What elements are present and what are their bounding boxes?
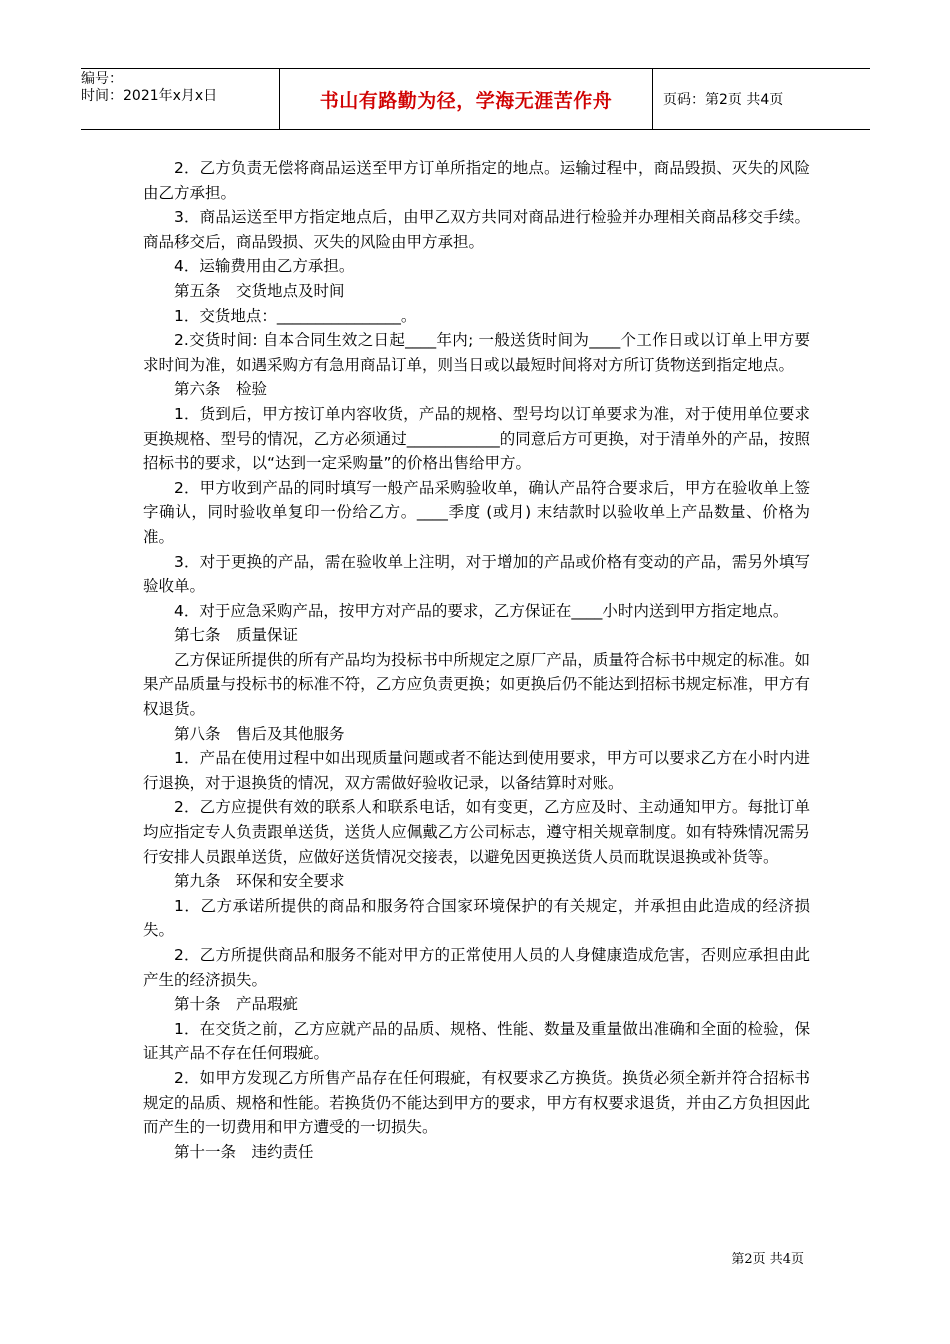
- paragraph: 2.交货时间: 自本合同生效之日起____年内; 一般送货时间为____个工作日或以订单上甲方要求时间为准，如遇采购方有急用商品订单，则当日或以最短时间将对方所订货物送到指定地点。: [143, 331, 810, 374]
- paragraph: 乙方保证所提供的所有产品均为投标书中所规定之原厂产品，质量符合标书中规定的标准。如果产品质量与投标书的标准不符，乙方应负责更换；如更换后仍不能达到招标书规定标准，甲方有权退货。: [143, 650, 810, 719]
- section-heading: 第九条 环保和安全要求: [174, 872, 345, 891]
- paragraph: 4．对于应急采购产品，按甲方对产品的要求，乙方保证在____小时内送到甲方指定地点。: [174, 601, 789, 620]
- paragraph: 1．货到后，甲方按订单内容收货，产品的规格、型号均以订单要求为准，对于使用单位要求更换规格、型号的情况，乙方必须通过____________的同意后方可更换，对于清单外的产品，按照招标书的要求，以“达到一定采购量”的价格出售给甲方。: [143, 404, 810, 473]
- section-heading: 第十条 产品瑕疵: [174, 995, 299, 1014]
- section-heading: 第五条 交货地点及时间: [174, 281, 345, 300]
- page-header: [81, 68, 870, 130]
- paragraph: 2．如甲方发现乙方所售产品存在任何瑕疵，有权要求乙方换货。换货必须全新并符合招标书规定的品质、规格和性能。若换货仍不能达到甲方的要求，甲方有权要求退货，并由乙方负担因此而产生的一切费用和甲方遭受的一切损失。: [143, 1068, 810, 1137]
- paragraph: 1．产品在使用过程中如出现质量问题或者不能达到使用要求，甲方可以要求乙方在小时内进行退换，对于退换货的情况，双方需做好验收记录，以备结算时对账。: [143, 749, 810, 792]
- paragraph: 1．在交货之前，乙方应就产品的品质、规格、性能、数量及重量做出准确和全面的检验，保证其产品不存在任何瑕疵。: [143, 1019, 810, 1063]
- paragraph: 3．商品运送至甲方指定地点后，由甲乙双方共同对商品进行检验并办理相关商品移交手续。商品移交后，商品毁损、灭失的风险由甲方承担。: [143, 208, 810, 251]
- document-body: [143, 156, 810, 1164]
- section-heading: 第八条 售后及其他服务: [174, 724, 345, 743]
- document-date: 时间：2021年x月x日: [81, 88, 218, 104]
- paragraph: 2．乙方所提供商品和服务不能对甲方的正常使用人员的人身健康造成危害，否则应承担由此产生的经济损失。: [143, 946, 810, 989]
- paragraph: 2．乙方应提供有效的联系人和联系电话，如有变更，乙方应及时、主动通知甲方。每批订单均应指定专人负责跟单送货，送货人应佩戴乙方公司标志，遵守相关规章制度。如有特殊情况需另行安排人员跟单送货，应做好送货情况交接表，以避免因更换送货人员而耽误退换或补货等。: [143, 798, 810, 866]
- paragraph: 4．运输费用由乙方承担。: [174, 257, 355, 276]
- page-footer: 第2页 共4页: [731, 1252, 804, 1267]
- paragraph: 2．乙方负责无偿将商品运送至甲方订单所指定的地点。运输过程中，商品毁损、灭失的风险由乙方承担。: [143, 159, 810, 202]
- section-heading: 第七条 质量保证: [174, 626, 299, 645]
- section-heading: 第十一条 违约责任: [174, 1142, 314, 1161]
- document-number: 编号：: [81, 71, 123, 87]
- paragraph: 1．乙方承诺所提供的商品和服务符合国家环境保护的有关规定，并承担由此造成的经济损失。: [143, 896, 810, 940]
- header-motto: 书山有路勤为径，学海无涯苦作舟: [280, 69, 653, 129]
- paragraph: 1．交货地点：________________。: [174, 306, 417, 325]
- paragraph: 2．甲方收到产品的同时填写一般产品采购验收单，确认产品符合要求后，甲方在验收单上签字确认，同时验收单复印一份给乙方。____季度 (或月) 末结款时以验收单上产品数量、价格为准。: [143, 478, 810, 546]
- section-heading: 第六条 检验: [174, 380, 268, 399]
- paragraph: 3．对于更换的产品，需在验收单上注明，对于增加的产品或价格有变动的产品，需另外填写验收单。: [143, 552, 810, 596]
- header-page-info: 页码：第2页 共4页: [663, 92, 784, 108]
- header-meta: [81, 69, 280, 129]
